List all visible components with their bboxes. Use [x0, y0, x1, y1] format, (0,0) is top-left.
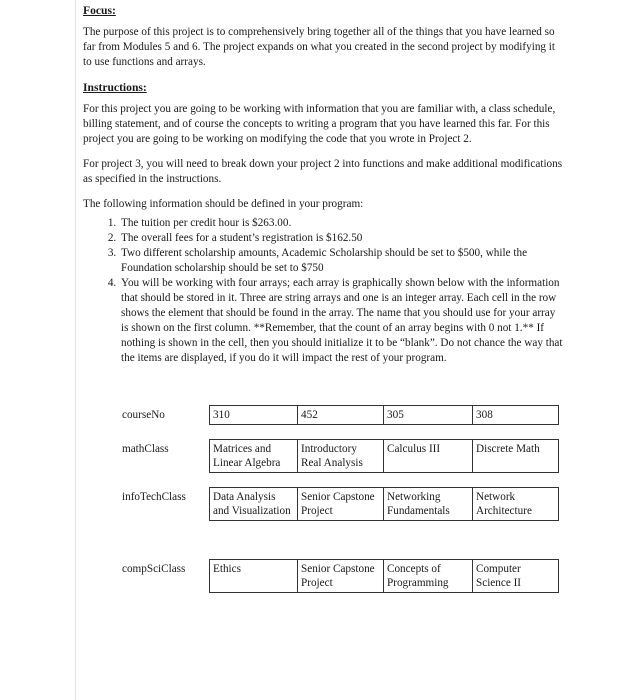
focus-heading: Focus:	[83, 4, 116, 17]
focus-paragraph: The purpose of this project is to comprehensively bring together all of the things that you have learned so far from Modules 5 and 6. The project expands on what you created in the second project by modifying it to use functions and arrays.	[83, 26, 556, 68]
table-row-infoTechClass	[119, 488, 559, 521]
instructions-heading: Instructions:	[83, 81, 147, 94]
table-cell: Concepts of Programming	[384, 560, 473, 593]
table-cell: Matrices and Linear Algebra	[210, 440, 298, 473]
table-cell: Introductory Real Analysis	[298, 440, 384, 473]
instructions-paragraph-1: For this project you are going to be working with information that you are familiar with, a class schedule, billing statement, and of course the concepts to writing a program that you have learned this far. For this project you are going to be working on modifying the code that you wrote in Project 2.	[83, 103, 556, 145]
array-name-label: infoTechClass	[122, 490, 186, 503]
table-cell: Ethics	[210, 560, 298, 593]
table-cell: Discrete Math	[473, 440, 559, 473]
table-cell: 305	[384, 406, 473, 425]
array-name-label: courseNo	[122, 408, 165, 421]
table-cell: Network Architecture	[473, 488, 559, 521]
list-item: 3. Two different scholarship amounts, Academic Scholarship should be set to $500, while the Foundation scholarship should be set to $750	[119, 246, 563, 276]
array-name-label: compSciClass	[122, 562, 186, 575]
table-cell: 308	[473, 406, 559, 425]
table-cell: Senior Capstone Project	[298, 560, 384, 593]
list-item: 1. The tuition per credit hour is $263.00.	[119, 216, 563, 231]
list-item: 4. You will be working with four arrays; each array is graphically shown below with the information that should be stored in it. Three are string arrays and one is an integer array. Each cell in the row shows the element that should be found in the array. The name that you should use for your array is shown on the first column. **Remember, that the count of an array begins with 0 not 1.** If nothing is shown in the cell, then you should initialize it to be “blank”. Do not chance the way that the items are displayed, if you do it will impact the rest of your program.	[119, 276, 563, 366]
table-cell: 310	[210, 406, 298, 425]
array-name-label: mathClass	[122, 442, 169, 455]
page-margin-line	[75, 0, 76, 700]
table-cell: Senior Capstone Project	[298, 488, 384, 521]
document-body	[83, 3, 563, 366]
table-row-courseNo	[119, 406, 559, 425]
table-cell: Computer Science II	[473, 560, 559, 593]
table-cell: 452	[298, 406, 384, 425]
table-cell: Networking Fundamentals	[384, 488, 473, 521]
table-cell: Calculus III	[384, 440, 473, 473]
instructions-paragraph-3: The following information should be defined in your program:	[83, 198, 364, 210]
list-item: 2. The overall fees for a student’s registration is $162.50	[119, 231, 563, 246]
instructions-paragraph-2: For project 3, you will need to break down your project 2 into functions and make additional modifications as specified in the instructions.	[83, 158, 563, 185]
table-row-compSciClass	[119, 560, 559, 593]
requirements-list	[83, 216, 563, 366]
arrays-table	[119, 405, 559, 593]
table-cell: Data Analysis and Visualization	[210, 488, 298, 521]
table-row-mathClass	[119, 440, 559, 473]
